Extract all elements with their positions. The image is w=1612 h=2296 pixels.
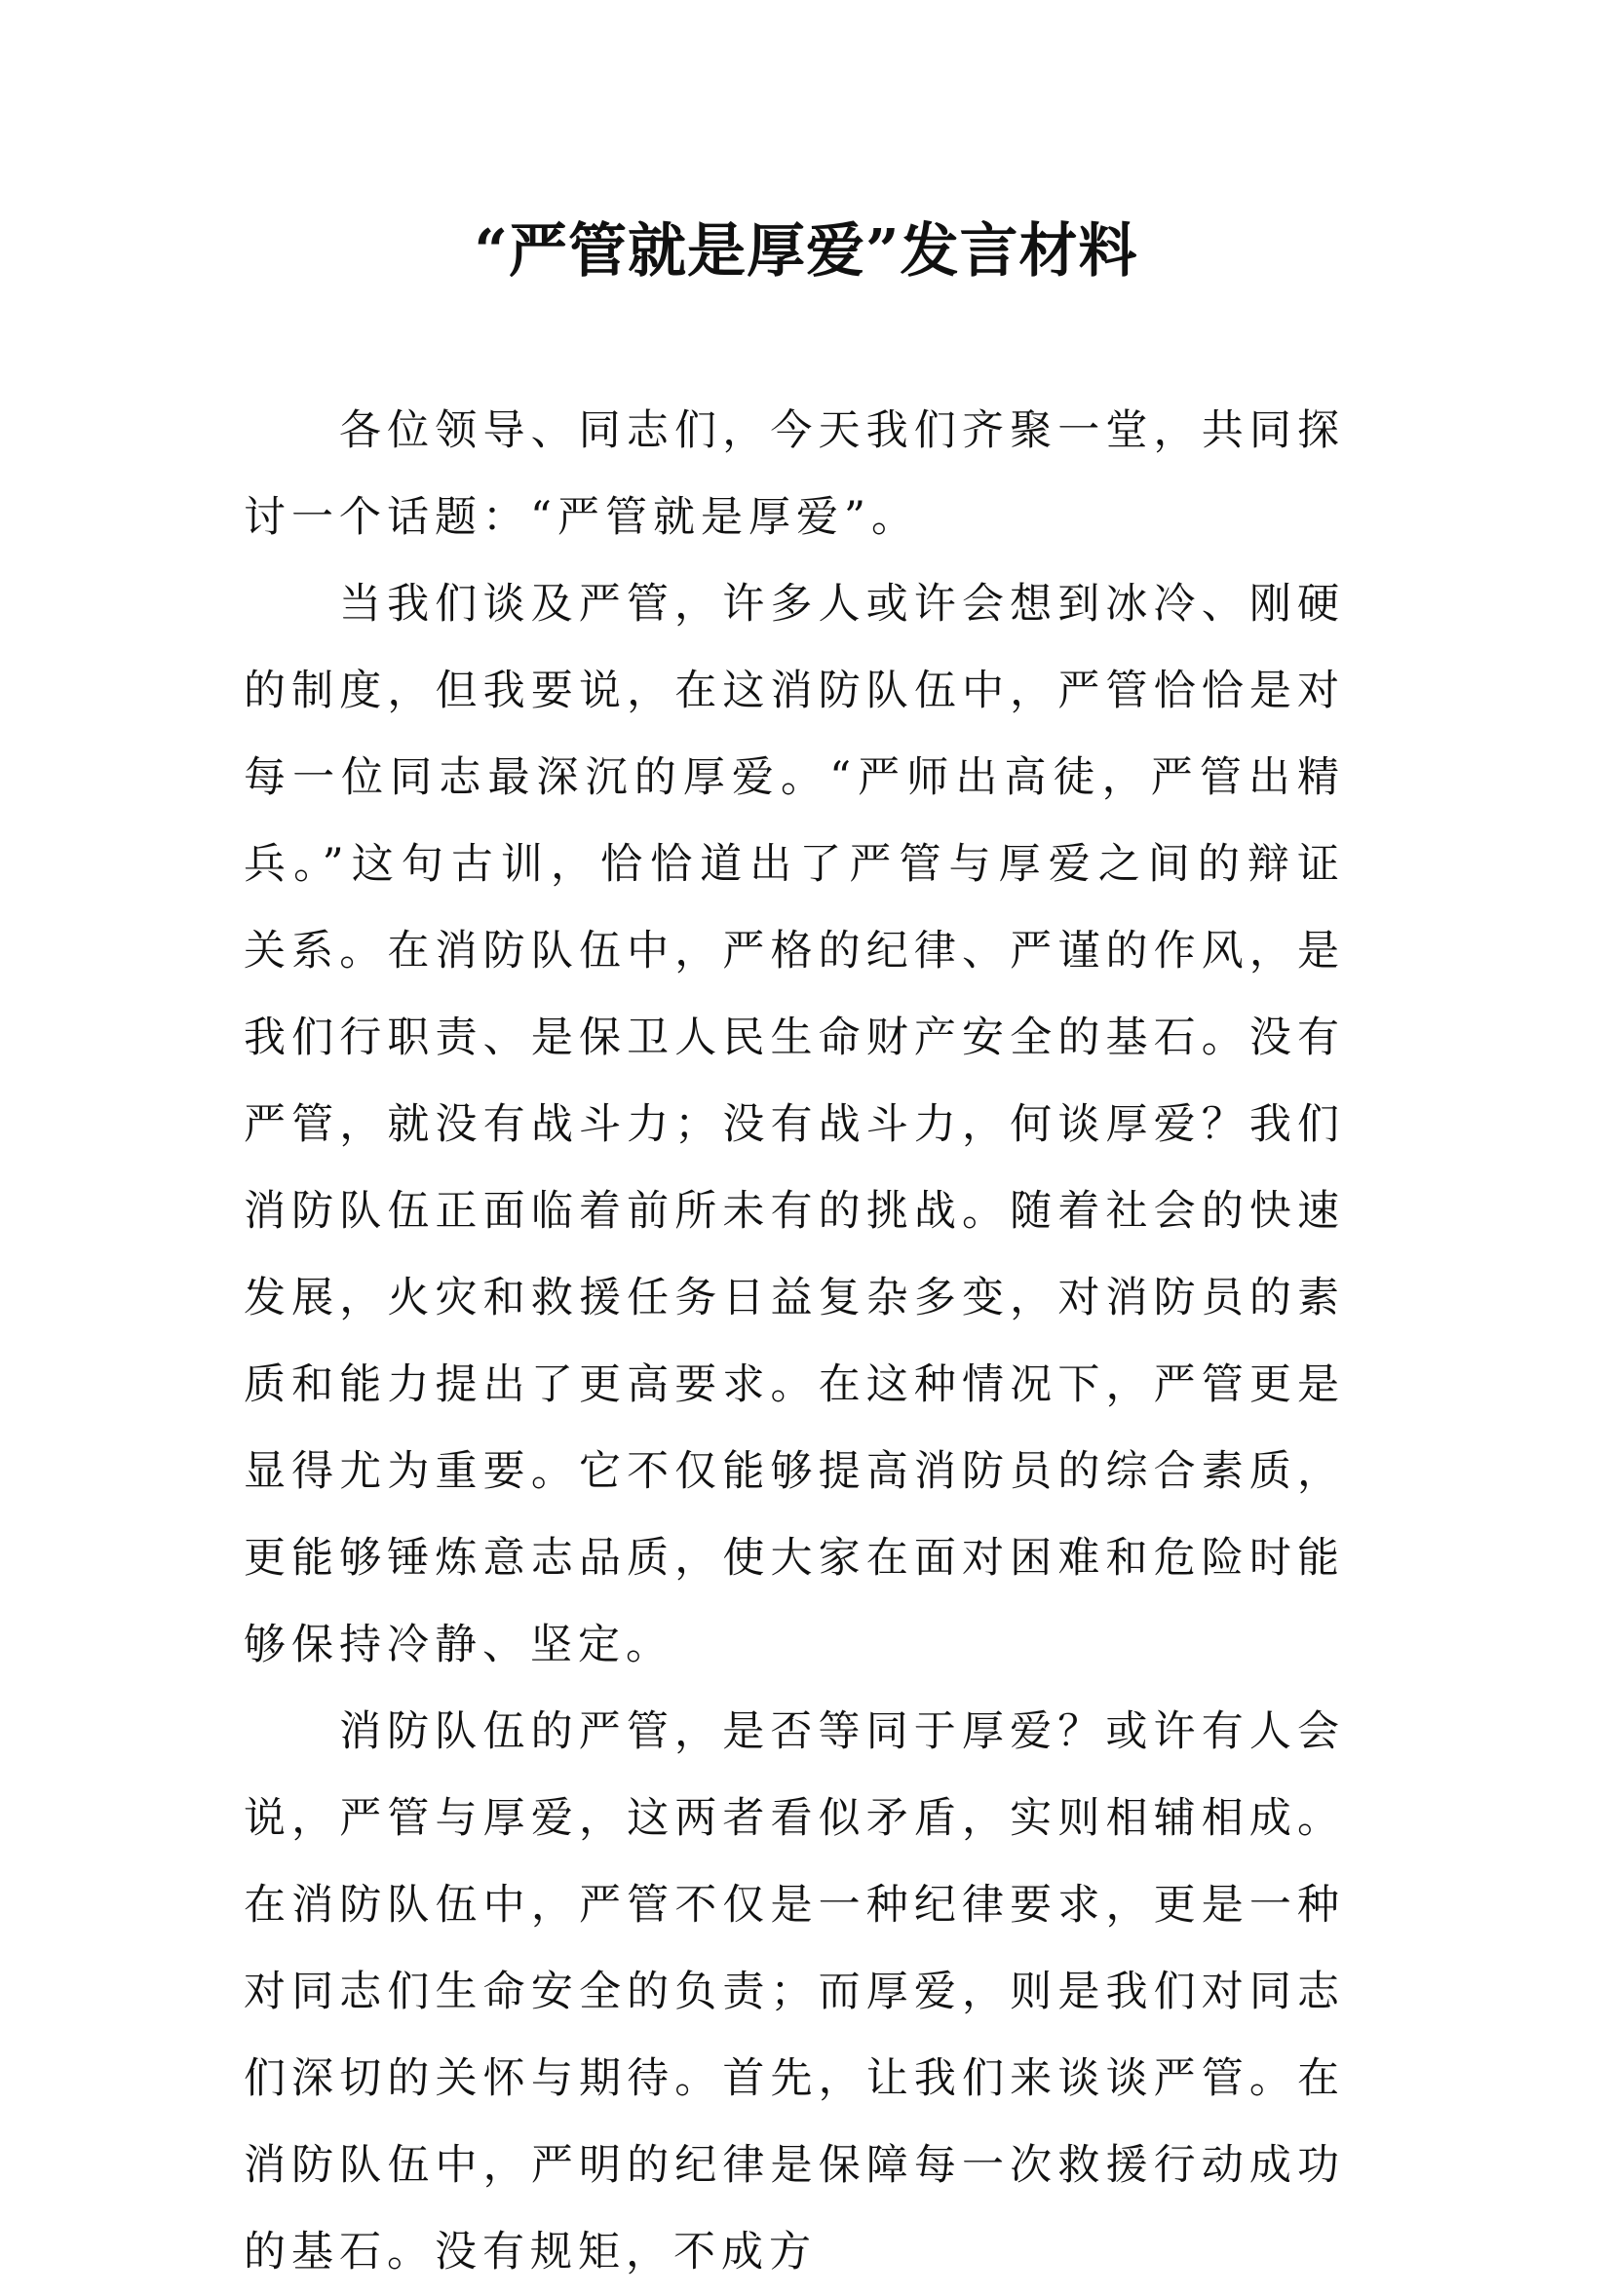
- document-body: [244, 388, 1345, 2296]
- paragraph-strict-vs-love: 消防队伍的严管，是否等同于厚爱？或许有人会说，严管与厚爱，这两者看似矛盾，实则相辅相成。在消防队伍中，严管不仅是一种纪律要求，更是一种对同志们生命安全的负责；而厚爱，则是我们对同志们深切的关怀与期待。首先，让我们来谈谈严管。在消防队伍中，严明的纪律是保障每一次救援行动成功的基石。没有规矩，不成方: [244, 1707, 1345, 2277]
- paragraph-strict-management: 当我们谈及严管，许多人或许会想到冰冷、刚硬的制度，但我要说，在这消防队伍中，严管恰恰是对每一位同志最深沉的厚爱。“严师出高徒，严管出精兵。”这句古训，恰恰道出了严管与厚爱之间的辩证关系。在消防队伍中，严格的纪律、严谨的作风，是我们行职责、是保卫人民生命财产安全的基石。没有严管，就没有战斗力；没有战斗力，何谈厚爱？我们消防队伍正面临着前所未有的挑战。随着社会的快速发展，火灾和救援任务日益复杂多变，对消防员的素质和能力提出了更高要求。在这种情况下，严管更是显得尤为重要。它不仅能够提高消防员的综合素质，更能够锤炼意志品质，使大家在面对困难和危险时能够保持冷静、坚定。: [244, 580, 1345, 1669]
- paragraph-greeting: 各位领导、同志们，今天我们齐聚一堂，共同探讨一个话题：“严管就是厚爱”。: [244, 406, 1345, 542]
- document-title: “严管就是厚爱”发言材料: [474, 217, 1138, 286]
